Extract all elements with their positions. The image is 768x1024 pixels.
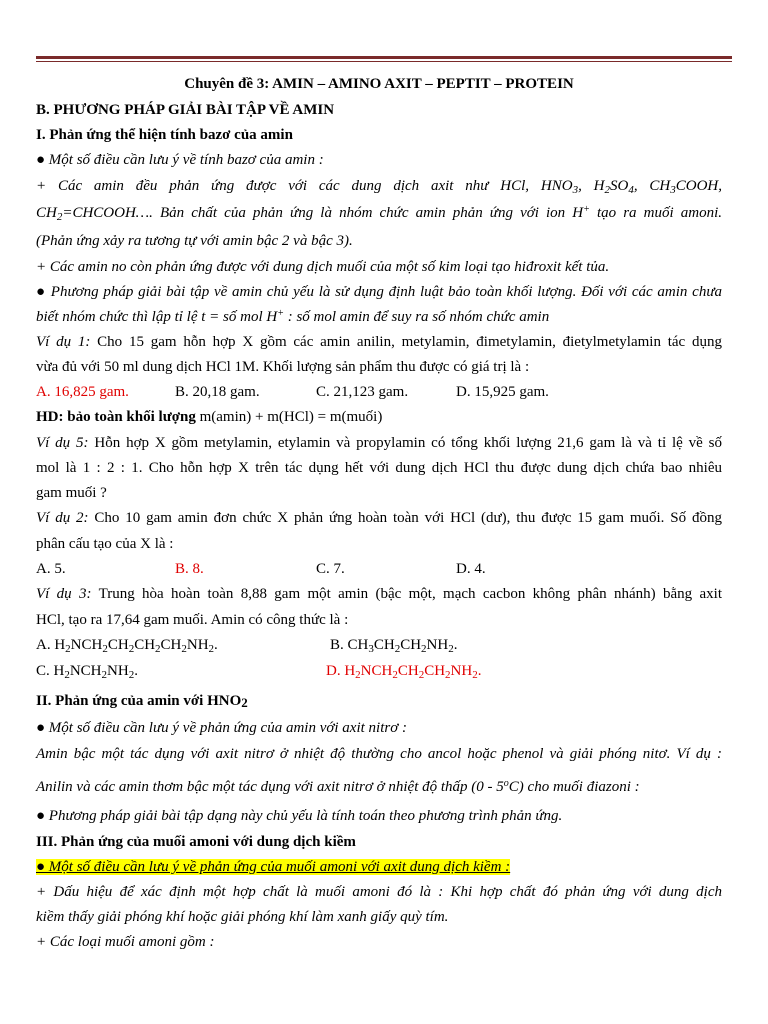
example-1-option-b: B. 20,18 gam. — [175, 384, 260, 400]
section-2-line-3: ● Phương pháp giải bài tập dạng này chủ yếu là tính toán theo phương trình phản ứng. — [36, 808, 563, 824]
paragraph-3-line-1: ● Phương pháp giải bài tập về amin chủ yếu là sử dụng định luật bảo toàn khối lượng. Đối với các amin chưa — [36, 284, 722, 300]
example-2-option-a: A. 5. — [36, 561, 66, 577]
example-2-option-b: B. 8. — [175, 561, 204, 577]
formula-subscript: 2 — [208, 643, 215, 655]
example-3-option-d — [326, 661, 481, 681]
formula-text: . — [453, 637, 458, 653]
example-5-line-2: mol là 1 : 2 : 1. Cho hỗn hợp X trên tác dụng hết với dung dịch HCl thu được dung dịch chứa bao nhiêu — [36, 460, 722, 476]
formula-text: NH — [426, 637, 449, 653]
formula-text: CH — [160, 637, 182, 653]
top-rule-thin — [36, 61, 732, 62]
example-2-line-1: Ví dụ 2: Cho 10 gam amin đơn chức X phản ứng hoàn toàn với HCl (dư), thu được 15 gam muối. Số đồng — [36, 510, 722, 526]
formula-subscript: 2 — [421, 643, 427, 655]
formula-subscript: 2 — [102, 643, 108, 655]
formula-text: D. H — [326, 663, 356, 679]
section-2-heading: II. Phản ứng của amin với $HNO_2$ — [36, 693, 248, 710]
formula-text: . — [214, 637, 218, 653]
formula-subscript: 2 — [64, 669, 70, 681]
example-1-hint: HD: bảo toàn khối lượng m(amin) + m(HCl) = m(muối) — [36, 409, 383, 425]
page-title: Chuyên đề 3: AMIN – AMINO AXIT – PEPTIT – PROTEIN — [184, 76, 574, 92]
example-1-option-c: C. 21,123 gam. — [316, 384, 409, 400]
formula-text: CH — [373, 637, 395, 653]
formula-text: CH — [397, 663, 419, 679]
formula-text: NH — [107, 663, 129, 679]
section-3-line-1: + Dấu hiệu để xác định một hợp chất là muối amoni đó là : Khi hợp chất đó phản ứng với dung dịch — [36, 884, 722, 900]
paragraph-2: + Các amin no còn phản ứng được với dung dịch muối của một số kim loại tạo hiđroxit kết tủa. — [36, 259, 610, 275]
formula-subscript: 3 — [368, 643, 374, 655]
formula-text: . — [477, 663, 482, 679]
formula-text: NCH — [360, 663, 393, 679]
top-rule-thick — [36, 56, 732, 59]
formula-text: C. H — [36, 663, 65, 679]
example-1-option-d: D. 15,925 gam. — [456, 384, 549, 400]
formula-text: B. CH — [330, 637, 369, 653]
formula-subscript: 2 — [355, 669, 361, 681]
formula-text: NH — [450, 663, 473, 679]
formula-subscript: 2 — [65, 643, 71, 655]
formula-subscript: 2 — [445, 669, 451, 681]
formula-text: A. H — [36, 637, 66, 653]
example-3-line-2: HCl, tạo ra 17,64 gam muối. Amin có công thức là : — [36, 612, 349, 628]
section-3-heading: III. Phản ứng của muối amoni với dung dịch kiềm — [36, 834, 356, 850]
formula-text: CH — [400, 637, 422, 653]
formula-text: CH — [107, 637, 129, 653]
formula-subscript: 2 — [155, 643, 161, 655]
paragraph-1-line-1: + Các amin đều phản ứng được với các dung dịch axit như HCl, $HNO_3$, $H_2SO_4$, $CH_3COOH$, — [36, 178, 722, 196]
example-5-line-1: Ví dụ 5: Hỗn hợp X gồm metylamin, etylamin và propylamin có tổng khối lượng 21,6 gam là và tỉ lệ về số — [36, 435, 722, 451]
example-3-option-c — [36, 661, 138, 681]
formula-text: NCH — [70, 637, 103, 653]
paragraph-1-line-2: $CH_2=CHCOOH\dots$. Bản chất của phản ứng là nhóm chức amin phản ứng với ion H+ tạo ra muối amoni. — [36, 204, 722, 223]
formula-subscript: 2 — [128, 643, 135, 655]
formula-text: CH — [424, 663, 446, 679]
example-1-option-a: A. 16,825 gam. — [36, 384, 129, 400]
section-3-line-3: + Các loại muối amoni gồm : — [36, 934, 215, 950]
example-2-option-d: D. 4. — [456, 561, 486, 577]
example-1-line-1: Ví dụ 1: Cho 15 gam hỗn hợp X gồm các amin anilin, metylamin, đimetylamin, đietylmetylamin tác dụng — [36, 334, 722, 350]
formula-subscript: 2 — [101, 669, 108, 681]
note-1: ● Một số điều cần lưu ý về tính bazơ của amin : — [36, 152, 324, 168]
example-5-line-3: gam muối ? — [36, 485, 107, 501]
formula-subscript: 2 — [181, 643, 187, 655]
example-3-option-a — [36, 635, 218, 655]
section-b-heading: B. PHƯƠNG PHÁP GIẢI BÀI TẬP VỀ AMIN — [36, 102, 335, 118]
section-2-line-1: Amin bậc một tác dụng với axit nitrơ ở nhiệt độ thường cho ancol hoặc phenol và giải phóng nitơ. Ví dụ : — [36, 746, 722, 762]
formula-subscript: 2 — [448, 643, 454, 655]
section-2-line-2: Anilin và các amin thơm bậc một tác dụng với axit nitrơ ở nhiệt độ thấp (0 - 5$^o$C) cho muối điazoni : — [36, 778, 640, 795]
paragraph-1-line-3: (Phản ứng xảy ra tương tự với amin bậc 2 và bậc 3). — [36, 233, 353, 249]
formula-subscript: 2 — [394, 643, 401, 655]
example-3-line-1: Ví dụ 3: Trung hòa hoàn toàn 8,88 gam một amin (bậc một, mạch cacbon không phân nhánh) bằng axit — [36, 586, 723, 602]
note-3 — [36, 857, 722, 877]
formula-subscript: 2 — [128, 669, 135, 681]
note-3-highlight: ● Một số điều cần lưu ý về phản ứng của muối amoni với axit dung dịch kiềm : — [36, 859, 511, 875]
example-2-option-c: C. 7. — [316, 561, 345, 577]
formula-text: CH — [134, 637, 156, 653]
note-2: ● Một số điều cần lưu ý về phản ứng của amin với axit nitrơ : — [36, 720, 407, 736]
example-1-line-2: vừa đủ với 50 ml dung dịch HCl 1M. Khối lượng sản phẩm thu được có giá trị là : — [36, 359, 530, 375]
example-2-line-2: phân cấu tạo của X là : — [36, 536, 174, 552]
formula-text: NH — [186, 637, 209, 653]
example-3-option-b — [330, 635, 457, 655]
section-1-heading: I. Phản ứng thể hiện tính bazơ của amin — [36, 127, 293, 143]
formula-subscript: 2 — [472, 669, 478, 681]
formula-subscript: 2 — [418, 669, 425, 681]
formula-subscript: 2 — [392, 669, 398, 681]
formula-text: . — [134, 663, 138, 679]
section-3-line-2: kiềm thấy giải phóng khí hoặc giải phóng khí làm xanh giấy quỳ tím. — [36, 909, 449, 925]
paragraph-3-line-2: biết nhóm chức thì lập tỉ lệ t = số mol H+ : số mol amin để suy ra số nhóm chức amin — [36, 308, 550, 325]
formula-text: NCH — [69, 663, 102, 679]
